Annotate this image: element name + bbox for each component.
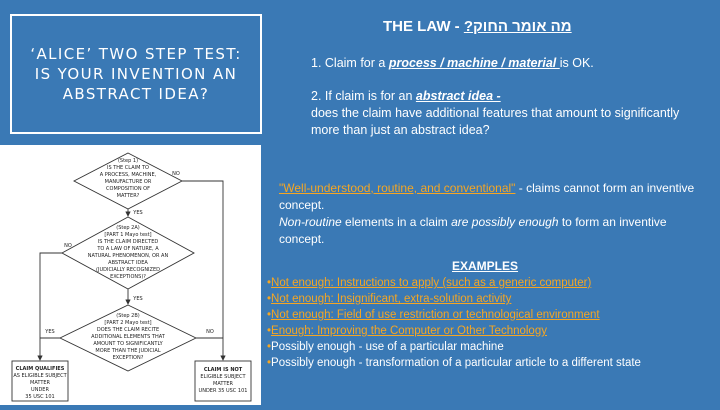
law-item-2-body: does the claim have additional features that amount to significantly more than just an abstract idea? [311,106,680,137]
not-eligible-line: MATTER [213,381,233,387]
bullet: • [267,341,272,353]
example-text[interactable]: Not enough: Instructions to apply (such as a generic computer) [271,277,592,289]
list-item [267,323,717,339]
bullet: • [267,357,272,369]
wu-mid: elements in a claim [341,215,452,229]
law-heading [383,18,572,35]
step2b-line: AMOUNT TO SIGNIFICANTLY [93,341,163,347]
qualifies-line: CLAIM QUALIFIES [15,366,65,372]
law-item-1-prefix: 1. Claim for a [311,56,389,70]
flowchart-svg [0,145,261,405]
wu-nonroutine: Non-routine [279,215,342,229]
examples-heading: EXAMPLES [452,259,519,273]
title-line-1: ‘ALICE’ TWO STEP TEST: [30,45,242,63]
bullet: • [267,309,272,321]
example-text: Possibly enough - transformation of a particular article to a different state [271,357,641,369]
law-item-2-emph: abstract idea - [415,89,501,103]
qualifies-line: UNDER [31,387,49,393]
step2b-line: MORE THAN THE JUDICIAL [95,348,161,354]
bullet: • [267,325,272,337]
step1-line: IS THE CLAIM TO [107,165,149,171]
qualifies-line: AS ELIGIBLE SUBJECT [13,373,67,379]
connector-1-no [182,181,223,360]
not-eligible-line: UNDER 35 USC 101 [198,388,248,394]
list-item [267,339,717,355]
step2a-line: (Step 2A) [116,225,140,231]
bullet: • [267,277,272,289]
step2b-line: (Step 2B) [116,313,140,319]
no-label: NO [206,329,214,335]
wu-end: to form an inventive concept. [279,215,667,246]
step2a-line: TO A LAW OF NATURE, A [97,246,159,252]
step2b-line: EXCEPTION? [112,355,144,361]
law-item-2 [311,88,711,139]
flowchart-image [0,145,261,405]
qualifies-line: MATTER [30,380,50,386]
example-text[interactable]: Not enough: Field of use restriction or technological environment [271,309,600,321]
step2a-line: [PART 1 Mayo test] [104,232,152,238]
not-eligible-line: CLAIM IS NOT [203,367,243,373]
law-heading-hebrew: ?מה אומר החוק [463,18,572,35]
law-item-1 [311,56,594,70]
step2a-line: EXCEPTIONS)? [110,274,146,280]
list-item [267,355,717,371]
law-item-1-suffix: is OK. [559,56,594,70]
no-label: NO [64,243,72,249]
step2b-line: DOES THE CLAIM RECITE [96,327,160,333]
examples-list [267,275,717,371]
list-item [267,275,717,291]
title-line-3: ABSTRACT IDEA? [62,85,210,103]
well-understood-paragraph [279,180,699,248]
step1-line: A PROCESS, MACHINE, [99,172,157,178]
title-line-2: IS YOUR INVENTION AN [34,65,238,83]
bullet: • [267,293,272,305]
wu-after-quote: - claims cannot form an inventive concept. [279,181,695,212]
qualifies-line: 35 USC 101 [25,394,55,400]
step2a-line: ABSTRACT IDEA [108,260,148,266]
wu-possibly: are possibly enough [451,215,559,229]
law-item-1-emph: process / machine / material [388,56,560,70]
example-text: Possibly enough - use of a particular machine [271,341,504,353]
law-heading-prefix: THE LAW - [383,18,464,35]
yes-label: YES [45,329,55,335]
not-eligible-line: ELIGIBLE SUBJECT [200,374,246,380]
step1-line: MATTER? [116,193,140,199]
example-text[interactable]: Not enough: Insignificant, extra-solution activity [271,293,512,305]
no-label: NO [172,171,180,177]
step1-line: MANUFACTURE OR [104,179,152,185]
yes-label: YES [133,210,143,216]
example-text[interactable]: Enough: Improving the Computer or Other Technology [271,325,547,337]
wu-quote: "Well-understood, routine, and conventional" [279,181,516,195]
law-item-2-prefix: 2. If claim is for an [311,89,416,103]
step1-line: (Step 1) [117,158,139,164]
list-item [267,291,717,307]
step1-line: COMPOSITION OF [106,186,150,192]
step2a-line: NATURAL PHENOMENON, OR AN [87,253,169,259]
list-item [267,307,717,323]
connector-2a-no [40,253,62,360]
yes-label: YES [133,296,143,302]
title-box [10,14,262,134]
step2a-line: IS THE CLAIM DIRECTED [97,239,159,245]
step2b-line: [PART 2 Mayo test] [104,320,152,326]
step2b-line: ADDITIONAL ELEMENTS THAT [91,334,165,340]
step2a-line: (JUDICIALLY RECOGNIZED [96,267,160,273]
